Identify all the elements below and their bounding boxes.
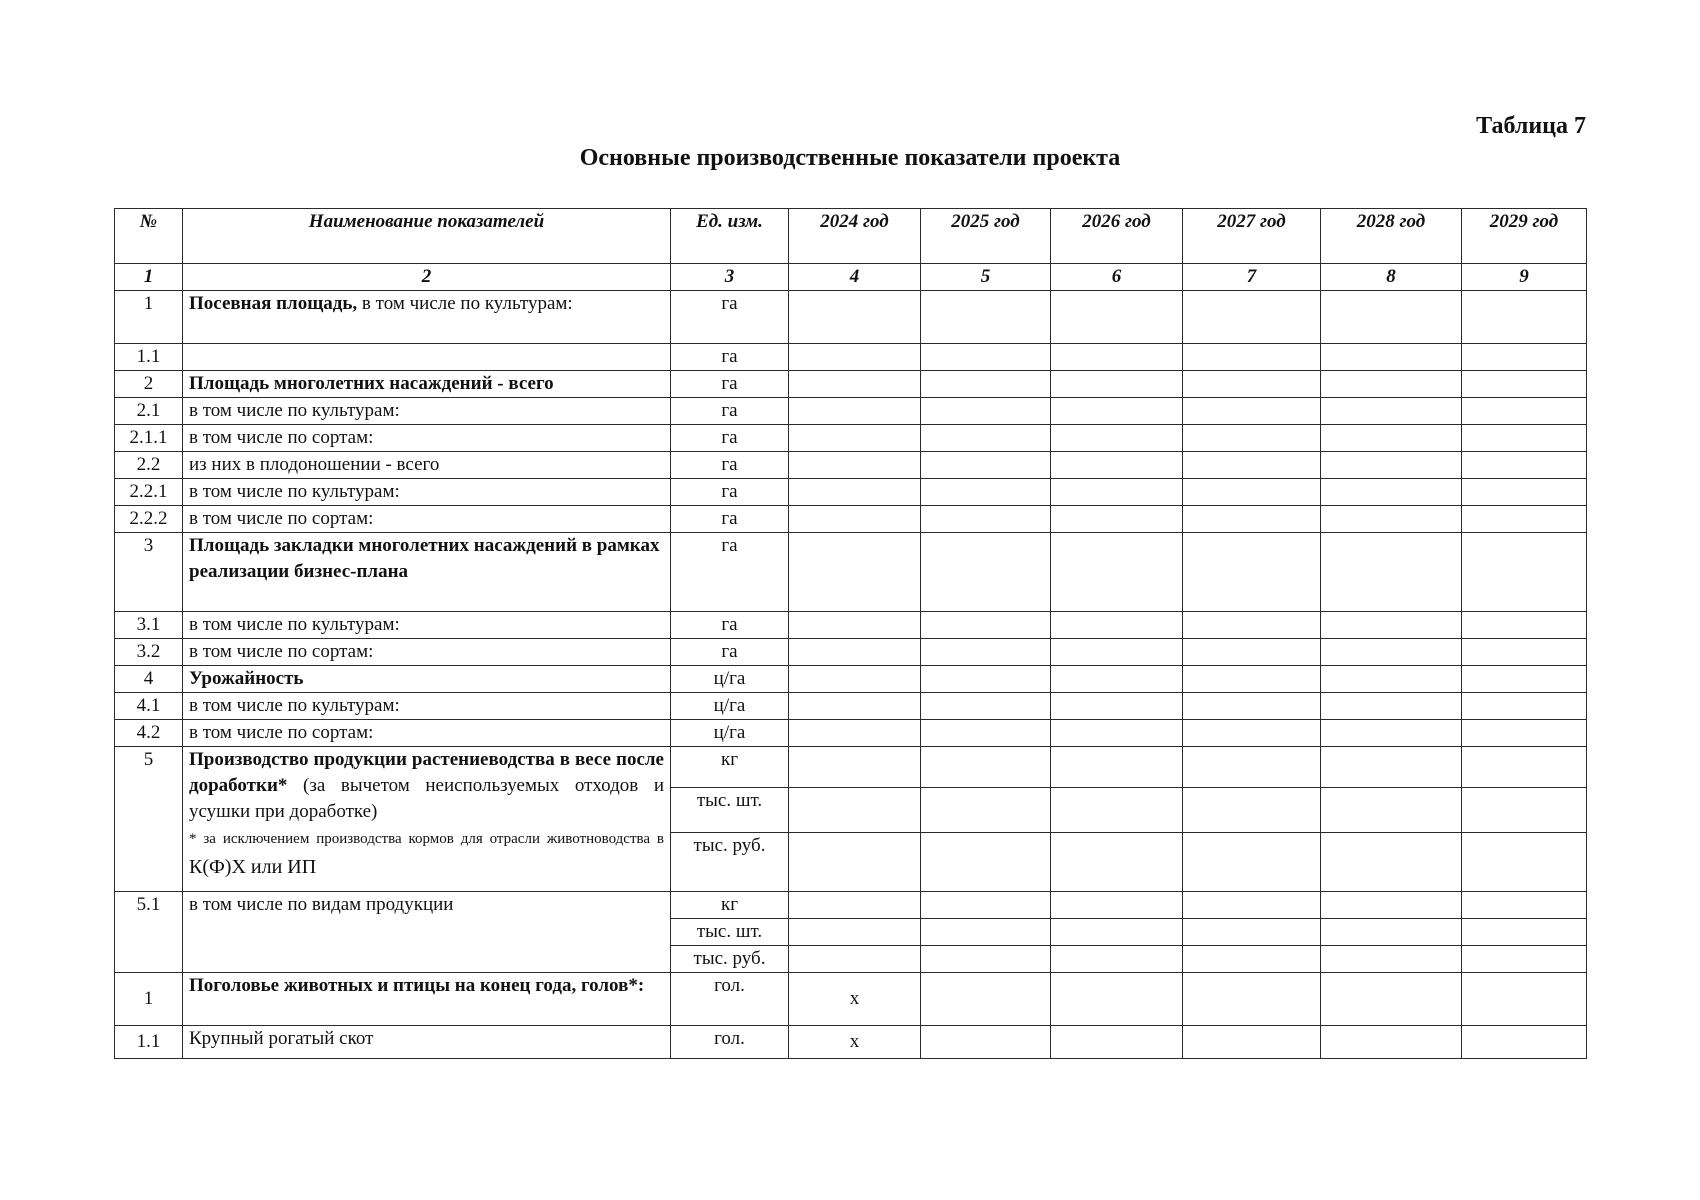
- year-value-cell: [1051, 291, 1183, 344]
- year-value-cell: [1321, 533, 1462, 612]
- row-number-cell: 2.2.2: [115, 506, 183, 533]
- table-row: [115, 452, 1587, 479]
- year-value-cell: [789, 720, 921, 747]
- year-value-cell: [789, 344, 921, 371]
- year-value-cell: [921, 833, 1051, 892]
- row-number-cell: 3.2: [115, 639, 183, 666]
- year-value-cell: [1183, 720, 1321, 747]
- year-value-cell: [1051, 506, 1183, 533]
- column-number: 9: [1462, 264, 1587, 291]
- year-value-cell: [1321, 371, 1462, 398]
- row-number-cell: 2.1.1: [115, 425, 183, 452]
- header-cell: Наименование показателей: [183, 209, 671, 264]
- year-value-cell: [1462, 452, 1587, 479]
- year-value-cell: [1051, 452, 1183, 479]
- year-value-cell: [1051, 425, 1183, 452]
- year-value-cell: [789, 425, 921, 452]
- year-value-cell: [1183, 892, 1321, 919]
- year-value-cell: [1321, 973, 1462, 1026]
- footnote-text: * за исключением производства кормов для отрасли животноводства в: [189, 831, 664, 847]
- year-value-cell: [1462, 506, 1587, 533]
- year-value-cell: [1183, 344, 1321, 371]
- unit-cell: га: [671, 398, 789, 425]
- year-value-cell: [921, 919, 1051, 946]
- year-value-cell: [1183, 452, 1321, 479]
- indicator-name-cell: [183, 533, 671, 612]
- footnote-tail: К(Ф)Х или ИП: [189, 856, 317, 878]
- year-value-cell: [1051, 788, 1183, 833]
- year-value-cell: [1321, 720, 1462, 747]
- row-number-cell: 1.1: [115, 1026, 183, 1059]
- year-value-cell: [1183, 788, 1321, 833]
- table-row: [115, 398, 1587, 425]
- table-row: [115, 533, 1587, 612]
- year-value-cell: [921, 973, 1051, 1026]
- unit-cell: га: [671, 452, 789, 479]
- year-value-cell: [1462, 747, 1587, 788]
- year-value-cell: [1462, 479, 1587, 506]
- unit-cell: ц/га: [671, 720, 789, 747]
- year-value-cell: [921, 533, 1051, 612]
- indicator-name-cell: Крупный рогатый скот: [183, 1026, 671, 1059]
- year-value-cell: [1462, 833, 1587, 892]
- year-value-cell: [921, 425, 1051, 452]
- row-number-cell: 2.1: [115, 398, 183, 425]
- unit-cell: га: [671, 612, 789, 639]
- year-value-cell: [921, 946, 1051, 973]
- year-value-cell: [1183, 833, 1321, 892]
- indicator-name-cell: [183, 371, 671, 398]
- column-number: 5: [921, 264, 1051, 291]
- year-value-cell: [1183, 946, 1321, 973]
- year-value-cell: [1321, 833, 1462, 892]
- column-number-row: [115, 264, 1587, 291]
- year-value-cell: [1183, 747, 1321, 788]
- year-value-cell: [1183, 291, 1321, 344]
- unit-cell: га: [671, 506, 789, 533]
- column-number: 7: [1183, 264, 1321, 291]
- table-row: [115, 747, 1587, 788]
- year-value-cell: [1051, 371, 1183, 398]
- year-value-cell: [1051, 612, 1183, 639]
- row-number-cell: 5: [115, 747, 183, 892]
- header-cell: 2026 год: [1051, 209, 1183, 264]
- indicator-name: Посевная площадь,: [189, 293, 358, 314]
- year-value-cell: [1321, 946, 1462, 973]
- year-value-cell: [1462, 291, 1587, 344]
- year-value-cell: [789, 666, 921, 693]
- table-row: [115, 693, 1587, 720]
- indicator-name-cell: [183, 425, 671, 452]
- document-title: Основные производственные показатели проекта: [579, 145, 1121, 171]
- year-value-cell: [1051, 919, 1183, 946]
- year-value-cell: [1321, 639, 1462, 666]
- year-value-cell: [789, 693, 921, 720]
- year-value-cell: [921, 506, 1051, 533]
- year-value-cell: [789, 371, 921, 398]
- year-value-cell: [1183, 612, 1321, 639]
- year-value-cell: [1183, 693, 1321, 720]
- year-value-cell: [789, 506, 921, 533]
- year-value-cell: [1183, 919, 1321, 946]
- table-label: Таблица 7: [1476, 113, 1586, 139]
- year-value-cell: [1321, 612, 1462, 639]
- year-value-cell: [789, 919, 921, 946]
- table-row: [115, 892, 1587, 919]
- row-number-cell: 1.1: [115, 344, 183, 371]
- year-value-cell: [789, 398, 921, 425]
- indicator-name-cell: [183, 666, 671, 693]
- indicator-name: Площадь закладки многолетних насаждений в рамках реализации бизнес-плана: [189, 535, 660, 582]
- year-value-cell: [1462, 666, 1587, 693]
- header-cell: 2025 год: [921, 209, 1051, 264]
- indicator-name-cell: [183, 693, 671, 720]
- indicator-name: Урожайность: [189, 668, 304, 689]
- header-cell: 2024 год: [789, 209, 921, 264]
- year-value-cell: [921, 788, 1051, 833]
- row-number-cell: 5.1: [115, 892, 183, 973]
- column-number: 3: [671, 264, 789, 291]
- table-row: [115, 1026, 1587, 1059]
- row-number-cell: 4: [115, 666, 183, 693]
- indicator-name-rest: в том числе по культурам:: [357, 293, 573, 314]
- year-value-cell: [789, 612, 921, 639]
- indicator-name: в том числе по культурам:: [189, 481, 400, 502]
- year-value-cell: [1183, 639, 1321, 666]
- indicator-name: в том числе по сортам:: [189, 427, 374, 448]
- year-value-cell: [1462, 693, 1587, 720]
- year-value-cell: [1183, 666, 1321, 693]
- year-value-cell: [921, 892, 1051, 919]
- year-value-cell: [1051, 533, 1183, 612]
- year-value-cell: [921, 693, 1051, 720]
- year-value-cell: [1321, 291, 1462, 344]
- year-value-cell: [921, 666, 1051, 693]
- column-number: 2: [183, 264, 671, 291]
- table-row: [115, 344, 1587, 371]
- year-value-cell: [921, 452, 1051, 479]
- year-value-cell: [1462, 1026, 1587, 1059]
- year-value-cell: [1051, 666, 1183, 693]
- unit-cell: кг: [671, 747, 789, 788]
- year-value-cell: [1462, 612, 1587, 639]
- year-value-cell: [1321, 892, 1462, 919]
- year-value-cell: [921, 639, 1051, 666]
- header-cell: 2029 год: [1462, 209, 1587, 264]
- year-value-cell: [921, 479, 1051, 506]
- year-value-cell: [921, 747, 1051, 788]
- indicator-name-cell: [183, 344, 671, 371]
- year-value-cell: [1321, 479, 1462, 506]
- year-value-cell: [1462, 371, 1587, 398]
- indicator-name-cell: [183, 479, 671, 506]
- year-value-cell: х: [789, 973, 921, 1026]
- column-number: 4: [789, 264, 921, 291]
- table-row: [115, 371, 1587, 398]
- row-number-cell: 3: [115, 533, 183, 612]
- year-value-cell: [1051, 973, 1183, 1026]
- row-number-cell: 2.2: [115, 452, 183, 479]
- indicator-name-cell: [183, 720, 671, 747]
- year-value-cell: [1051, 833, 1183, 892]
- table-row: [115, 612, 1587, 639]
- row-number-cell: 4.1: [115, 693, 183, 720]
- table-row: [115, 425, 1587, 452]
- table-row: [115, 720, 1587, 747]
- indicator-name-cell: [183, 398, 671, 425]
- header-cell: 2027 год: [1183, 209, 1321, 264]
- year-value-cell: [921, 371, 1051, 398]
- year-value-cell: [921, 291, 1051, 344]
- year-value-cell: [1051, 720, 1183, 747]
- year-value-cell: [789, 479, 921, 506]
- unit-cell: га: [671, 479, 789, 506]
- indicator-name: в том числе по культурам:: [189, 614, 400, 635]
- year-value-cell: [789, 533, 921, 612]
- indicator-name: Производство продукции растениеводства в весе после доработки*: [189, 749, 664, 796]
- column-number: 1: [115, 264, 183, 291]
- table-row: [115, 291, 1587, 344]
- year-value-cell: [1321, 398, 1462, 425]
- header-row: [115, 209, 1587, 264]
- year-value-cell: [1051, 946, 1183, 973]
- unit-cell: тыс. руб.: [671, 833, 789, 892]
- year-value-cell: [1051, 1026, 1183, 1059]
- unit-cell: кг: [671, 892, 789, 919]
- year-value-cell: [1462, 788, 1587, 833]
- year-value-cell: [1462, 425, 1587, 452]
- year-value-cell: [1051, 344, 1183, 371]
- indicator-name-cell: [183, 452, 671, 479]
- table-row: [115, 639, 1587, 666]
- year-value-cell: [1321, 506, 1462, 533]
- year-value-cell: х: [789, 1026, 921, 1059]
- year-value-cell: [789, 747, 921, 788]
- indicator-name-cell: в том числе по видам продукции: [183, 892, 671, 973]
- year-value-cell: [1183, 533, 1321, 612]
- year-value-cell: [1462, 344, 1587, 371]
- year-value-cell: [1321, 788, 1462, 833]
- year-value-cell: [921, 720, 1051, 747]
- unit-cell: тыс. шт.: [671, 788, 789, 833]
- year-value-cell: [1462, 639, 1587, 666]
- year-value-cell: [1462, 720, 1587, 747]
- year-value-cell: [789, 291, 921, 344]
- indicator-name: в том числе по культурам:: [189, 695, 400, 716]
- unit-cell: га: [671, 533, 789, 612]
- indicator-name: в том числе по сортам:: [189, 508, 374, 529]
- year-value-cell: [921, 344, 1051, 371]
- indicators-table: [114, 208, 1587, 1059]
- year-value-cell: [1051, 693, 1183, 720]
- indicator-name-rest: (за вычетом неиспользуемых отходов и усушки при доработке): [189, 775, 664, 822]
- row-number-cell: 4.2: [115, 720, 183, 747]
- unit-cell: га: [671, 344, 789, 371]
- column-number: 8: [1321, 264, 1462, 291]
- unit-cell: ц/га: [671, 693, 789, 720]
- year-value-cell: [1321, 425, 1462, 452]
- year-value-cell: [1051, 398, 1183, 425]
- year-value-cell: [789, 788, 921, 833]
- indicator-name: Площадь многолетних насаждений - всего: [189, 373, 554, 394]
- unit-cell: га: [671, 639, 789, 666]
- year-value-cell: [1462, 533, 1587, 612]
- unit-cell: тыс. шт.: [671, 919, 789, 946]
- year-value-cell: [789, 946, 921, 973]
- unit-cell: га: [671, 425, 789, 452]
- indicator-name-cell: [183, 506, 671, 533]
- row-number-cell: 2: [115, 371, 183, 398]
- indicator-name-cell: [183, 291, 671, 344]
- year-value-cell: [1183, 506, 1321, 533]
- year-value-cell: [1051, 479, 1183, 506]
- unit-cell: гол.: [671, 1026, 789, 1059]
- year-value-cell: [1183, 398, 1321, 425]
- year-value-cell: [1183, 973, 1321, 1026]
- year-value-cell: [1183, 479, 1321, 506]
- year-value-cell: [1321, 344, 1462, 371]
- year-value-cell: [921, 398, 1051, 425]
- year-value-cell: [1462, 973, 1587, 1026]
- year-value-cell: [1321, 693, 1462, 720]
- year-value-cell: [1321, 919, 1462, 946]
- table-row: [115, 666, 1587, 693]
- unit-cell: гол.: [671, 973, 789, 1026]
- indicator-name: в том числе по сортам:: [189, 722, 374, 743]
- year-value-cell: [1462, 398, 1587, 425]
- year-value-cell: [1321, 666, 1462, 693]
- year-value-cell: [789, 833, 921, 892]
- table-row: [115, 973, 1587, 1026]
- indicator-name: в том числе по сортам:: [189, 641, 374, 662]
- header-cell: Ед. изм.: [671, 209, 789, 264]
- year-value-cell: [1462, 919, 1587, 946]
- indicator-name-cell: Поголовье животных и птицы на конец года, голов*:: [183, 973, 671, 1026]
- row-number-cell: 1: [115, 973, 183, 1026]
- indicator-name-cell: [183, 612, 671, 639]
- unit-cell: га: [671, 291, 789, 344]
- year-value-cell: [1183, 371, 1321, 398]
- year-value-cell: [1321, 747, 1462, 788]
- unit-cell: ц/га: [671, 666, 789, 693]
- year-value-cell: [789, 892, 921, 919]
- year-value-cell: [1183, 1026, 1321, 1059]
- footnote: [189, 825, 664, 883]
- year-value-cell: [1183, 425, 1321, 452]
- indicator-name: в том числе по культурам:: [189, 400, 400, 421]
- unit-cell: га: [671, 371, 789, 398]
- year-value-cell: [1321, 452, 1462, 479]
- year-value-cell: [1462, 946, 1587, 973]
- indicator-name: из них в плодоношении - всего: [189, 454, 440, 475]
- year-value-cell: [1051, 892, 1183, 919]
- indicator-name-cell: [183, 639, 671, 666]
- unit-cell: тыс. руб.: [671, 946, 789, 973]
- year-value-cell: [1321, 1026, 1462, 1059]
- header-cell: №: [115, 209, 183, 264]
- year-value-cell: [1462, 892, 1587, 919]
- year-value-cell: [921, 1026, 1051, 1059]
- year-value-cell: [789, 452, 921, 479]
- year-value-cell: [1051, 639, 1183, 666]
- table-row: [115, 479, 1587, 506]
- row-number-cell: 1: [115, 291, 183, 344]
- row-number-cell: 3.1: [115, 612, 183, 639]
- year-value-cell: [789, 639, 921, 666]
- indicator-name-cell: [183, 747, 671, 892]
- year-value-cell: [921, 612, 1051, 639]
- table-row: [115, 506, 1587, 533]
- year-value-cell: [1051, 747, 1183, 788]
- header-cell: 2028 год: [1321, 209, 1462, 264]
- column-number: 6: [1051, 264, 1183, 291]
- row-number-cell: 2.2.1: [115, 479, 183, 506]
